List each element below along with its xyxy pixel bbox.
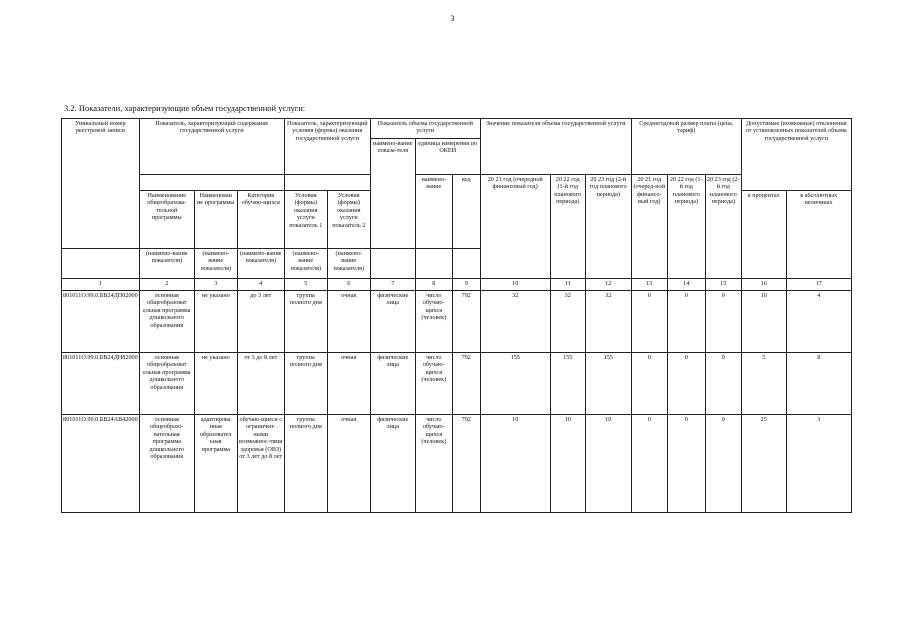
fee-year2: 0 [667, 353, 705, 415]
column-number: 5 [284, 279, 327, 291]
program-type: не указано [194, 291, 237, 353]
column-number: 9 [452, 279, 480, 291]
header-condition-2: Условия (формы) оказания услуги показатель 2 [327, 191, 370, 249]
page-number: 3 [450, 14, 455, 23]
value-year3: 155 [585, 353, 631, 415]
deviation-absolute: 8 [786, 353, 851, 415]
column-number: 12 [585, 279, 631, 291]
deviation-percent: 5 [741, 353, 786, 415]
value-year2: 155 [550, 353, 585, 415]
column-number: 7 [370, 279, 415, 291]
column-number: 1 [62, 279, 140, 291]
header-unique-number: Уникальный номер реестровой записи [62, 119, 140, 249]
deviation-absolute: 3 [786, 415, 851, 513]
header-category-sub: (наимено-вание показателя) [237, 249, 284, 279]
header-condition-2-sub: (наимено-вание показателя) [327, 249, 370, 279]
header-percent: в процентах [741, 191, 786, 279]
header-unit-name: наимено-вание [415, 175, 452, 249]
column-number: 17 [786, 279, 851, 291]
header-condition-1-sub: (наимено-вание показателя) [284, 249, 327, 279]
header-fee-group: Среднегодовой размер платы (цена, тариф) [631, 119, 741, 175]
fee-year3: 0 [705, 415, 741, 513]
column-number: 15 [705, 279, 741, 291]
unit-name: число обучаю-щихся (человек) [415, 291, 452, 353]
condition-1: группа полного дня [284, 353, 327, 415]
registry-number: 801011О.99.0.БВ24ДП02000 [62, 291, 140, 353]
header-condition-1: Условия (формы) оказания услуги показатель 1 [284, 191, 327, 249]
program-name: основная общеобразо-вательная программа дошкольного образования [139, 415, 194, 513]
column-number: 3 [194, 279, 237, 291]
condition-2: очная [327, 415, 370, 513]
header-program-type-sub: (наимено-вание показателя) [194, 249, 237, 279]
header-absolute: в абсолютных величинах [786, 191, 851, 279]
header-conditions-group: Показатель, характеризующий условия (формы) оказания государственной услуги [284, 119, 370, 175]
column-number: 10 [480, 279, 550, 291]
condition-2: очная [327, 291, 370, 353]
fee-year1: 0 [631, 291, 667, 353]
column-number: 4 [237, 279, 284, 291]
value-year1: 32 [480, 291, 550, 353]
unit-code: 792 [452, 291, 480, 353]
deviation-percent: 10 [741, 291, 786, 353]
volume-indicators-table [61, 118, 852, 513]
header-program-type: Наименован ие программы [194, 191, 237, 249]
header-value-group: Значение показателя объема государственной услуги [480, 119, 631, 175]
table-row [62, 291, 852, 353]
header-year2: 20 22 год (1-й год планового периода) [550, 175, 585, 279]
value-year1: 10 [480, 415, 550, 513]
header-fee-year1: 20 21 год (очеред-ной финансо-вый год) [631, 175, 667, 279]
header-fee-year2: 20 22 год (1-й год планового периода) [667, 175, 705, 279]
condition-1: группа полного дня [284, 415, 327, 513]
fee-year1: 0 [631, 353, 667, 415]
condition-2: очная [327, 353, 370, 415]
unit-code: 792 [452, 415, 480, 513]
fee-year1: 0 [631, 415, 667, 513]
header-year1: 20 21 год (очередной финансовый год) [480, 175, 550, 279]
category: до 3 лет [237, 291, 284, 353]
condition-1: группа полного дня [284, 291, 327, 353]
header-volume-group: Показатель объема государственной услуги [370, 119, 480, 139]
indicator-name: физические лица [370, 291, 415, 353]
header-year3: 20 23 год (2-й год планового периода) [585, 175, 631, 279]
fee-year2: 0 [667, 291, 705, 353]
indicator-name: физические лица [370, 415, 415, 513]
registry-number: 801011О.99.0.БВ24АВ42000 [62, 415, 140, 513]
deviation-percent: 25 [741, 415, 786, 513]
column-number: 2 [139, 279, 194, 291]
unit-code: 792 [452, 353, 480, 415]
unit-name: число обучаю-щихся (человек) [415, 353, 452, 415]
program-type: не указано [194, 353, 237, 415]
column-number: 13 [631, 279, 667, 291]
column-number: 11 [550, 279, 585, 291]
column-number: 8 [415, 279, 452, 291]
category: от 3 до 8 лет [237, 353, 284, 415]
value-year3: 32 [585, 291, 631, 353]
table-row [62, 353, 852, 415]
deviation-absolute: 4 [786, 291, 851, 353]
header-category: Категория обучаю-щихся [237, 191, 284, 249]
column-numbers-row [62, 279, 852, 291]
value-year2: 32 [550, 291, 585, 353]
header-unit-code: код [452, 175, 480, 249]
value-year3: 10 [585, 415, 631, 513]
value-year1: 155 [480, 353, 550, 415]
column-number: 6 [327, 279, 370, 291]
value-year2: 10 [550, 415, 585, 513]
header-deviation-group: Допустимые (возможные) отклонения от установленных показателей объема государственной услуги [741, 119, 851, 191]
registry-number: 801011О.99.0.БВ24ДН82000 [62, 353, 140, 415]
column-number: 14 [667, 279, 705, 291]
header-program-name: Наименование общеобразова-тельной программы [139, 191, 194, 249]
header-content-group: Показатель, характеризующий содержание государственной услуги [139, 119, 284, 175]
section-title: 3.2. Показатели, характеризующие объем государственной услуги: [64, 103, 306, 113]
header-unit: единица измерения по ОКЕИ [415, 139, 480, 175]
column-number: 16 [741, 279, 786, 291]
table-row [62, 415, 852, 513]
indicator-name: физические лица [370, 353, 415, 415]
program-type: адаптирова нная образовател ьная программа [194, 415, 237, 513]
fee-year2: 0 [667, 415, 705, 513]
header-program-name-sub: (наимено-вание показателя) [139, 249, 194, 279]
fee-year3: 0 [705, 291, 741, 353]
header-fee-year3: 20 23 год (2-й год планового периода) [705, 175, 741, 279]
program-name: основная общеобразоват ельная программа дошкольного образования [139, 291, 194, 353]
program-name: основная общеобразоват ельная программа дошкольного образования [139, 353, 194, 415]
fee-year3: 0 [705, 353, 741, 415]
category: обучаю-щиеся с ограничен-ными возможнос-тями здоровья (ОВЗ) от 3 лет до 8 лет [237, 415, 284, 513]
header-indicator-name: наимено-вание показа-теля [370, 139, 415, 249]
unit-name: число обучаю-щихся (человек) [415, 415, 452, 513]
